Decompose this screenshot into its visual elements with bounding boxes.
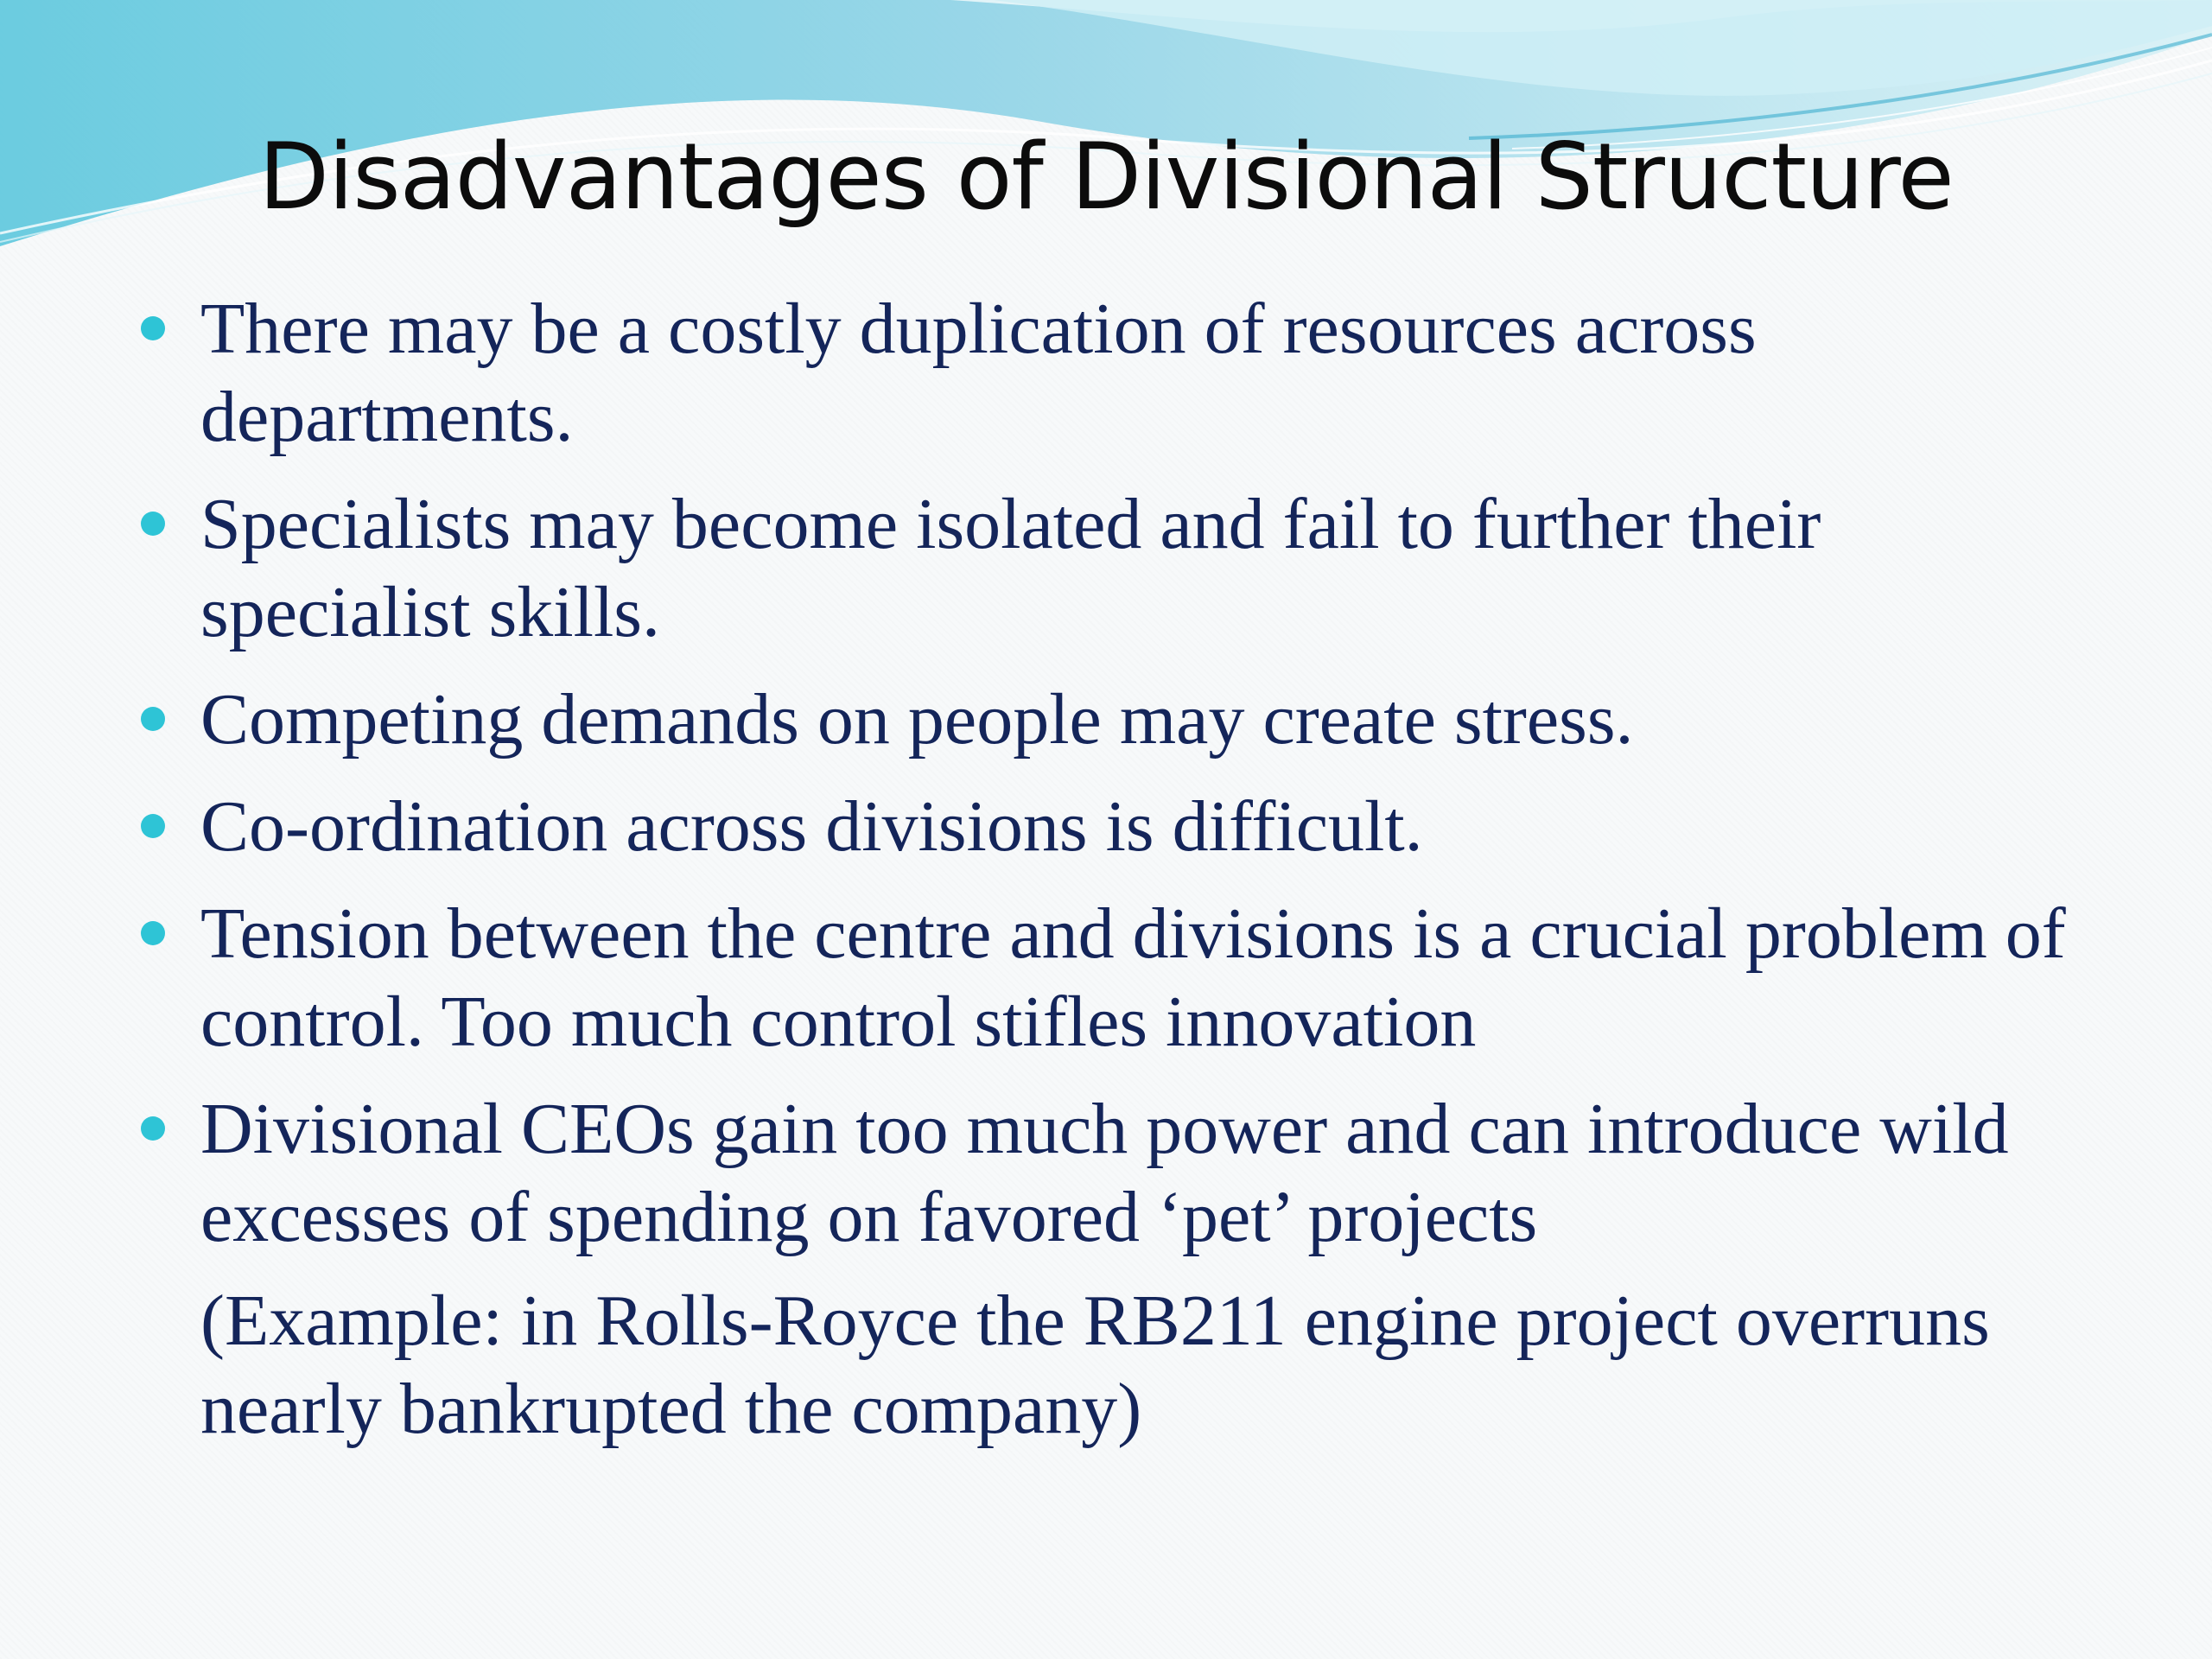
- bullet-dot-icon: [141, 512, 165, 536]
- bullet-text: Specialists may become isolated and fail to further their specialist skills.: [200, 484, 1821, 652]
- bullet-text: Competing demands on people may create stress.: [200, 679, 1634, 760]
- bullet-item: [138, 890, 2091, 1066]
- bullet-item: [138, 285, 2091, 461]
- bullet-list: [138, 285, 2091, 1281]
- bullet-text: Tension between the centre and divisions is a crucial problem of control. Too much control stifles innovation: [200, 893, 2066, 1062]
- bullet-dot-icon: [141, 814, 165, 838]
- bullet-item: [138, 783, 2091, 871]
- bullet-dot-icon: [141, 921, 165, 945]
- bullet-dot-icon: [141, 1116, 165, 1141]
- bullet-item: [138, 1085, 2091, 1262]
- example-note: (Example: in Rolls-Royce the RB211 engine project overruns nearly bankrupted the company): [200, 1281, 1990, 1449]
- bullet-text: Co-ordination across divisions is difficult.: [200, 786, 1423, 867]
- bullet-text: Divisional CEOs gain too much power and can introduce wild excesses of spending on favored ‘pet’ projects: [200, 1089, 2009, 1257]
- bullet-item: [138, 676, 2091, 764]
- bullet-dot-icon: [141, 707, 165, 731]
- bullet-text: There may be a costly duplication of resources across departments.: [200, 289, 1757, 457]
- bullet-dot-icon: [141, 316, 165, 340]
- slide-title: Disadvantages of Divisional Structure: [258, 124, 1954, 230]
- bullet-item: [138, 480, 2091, 657]
